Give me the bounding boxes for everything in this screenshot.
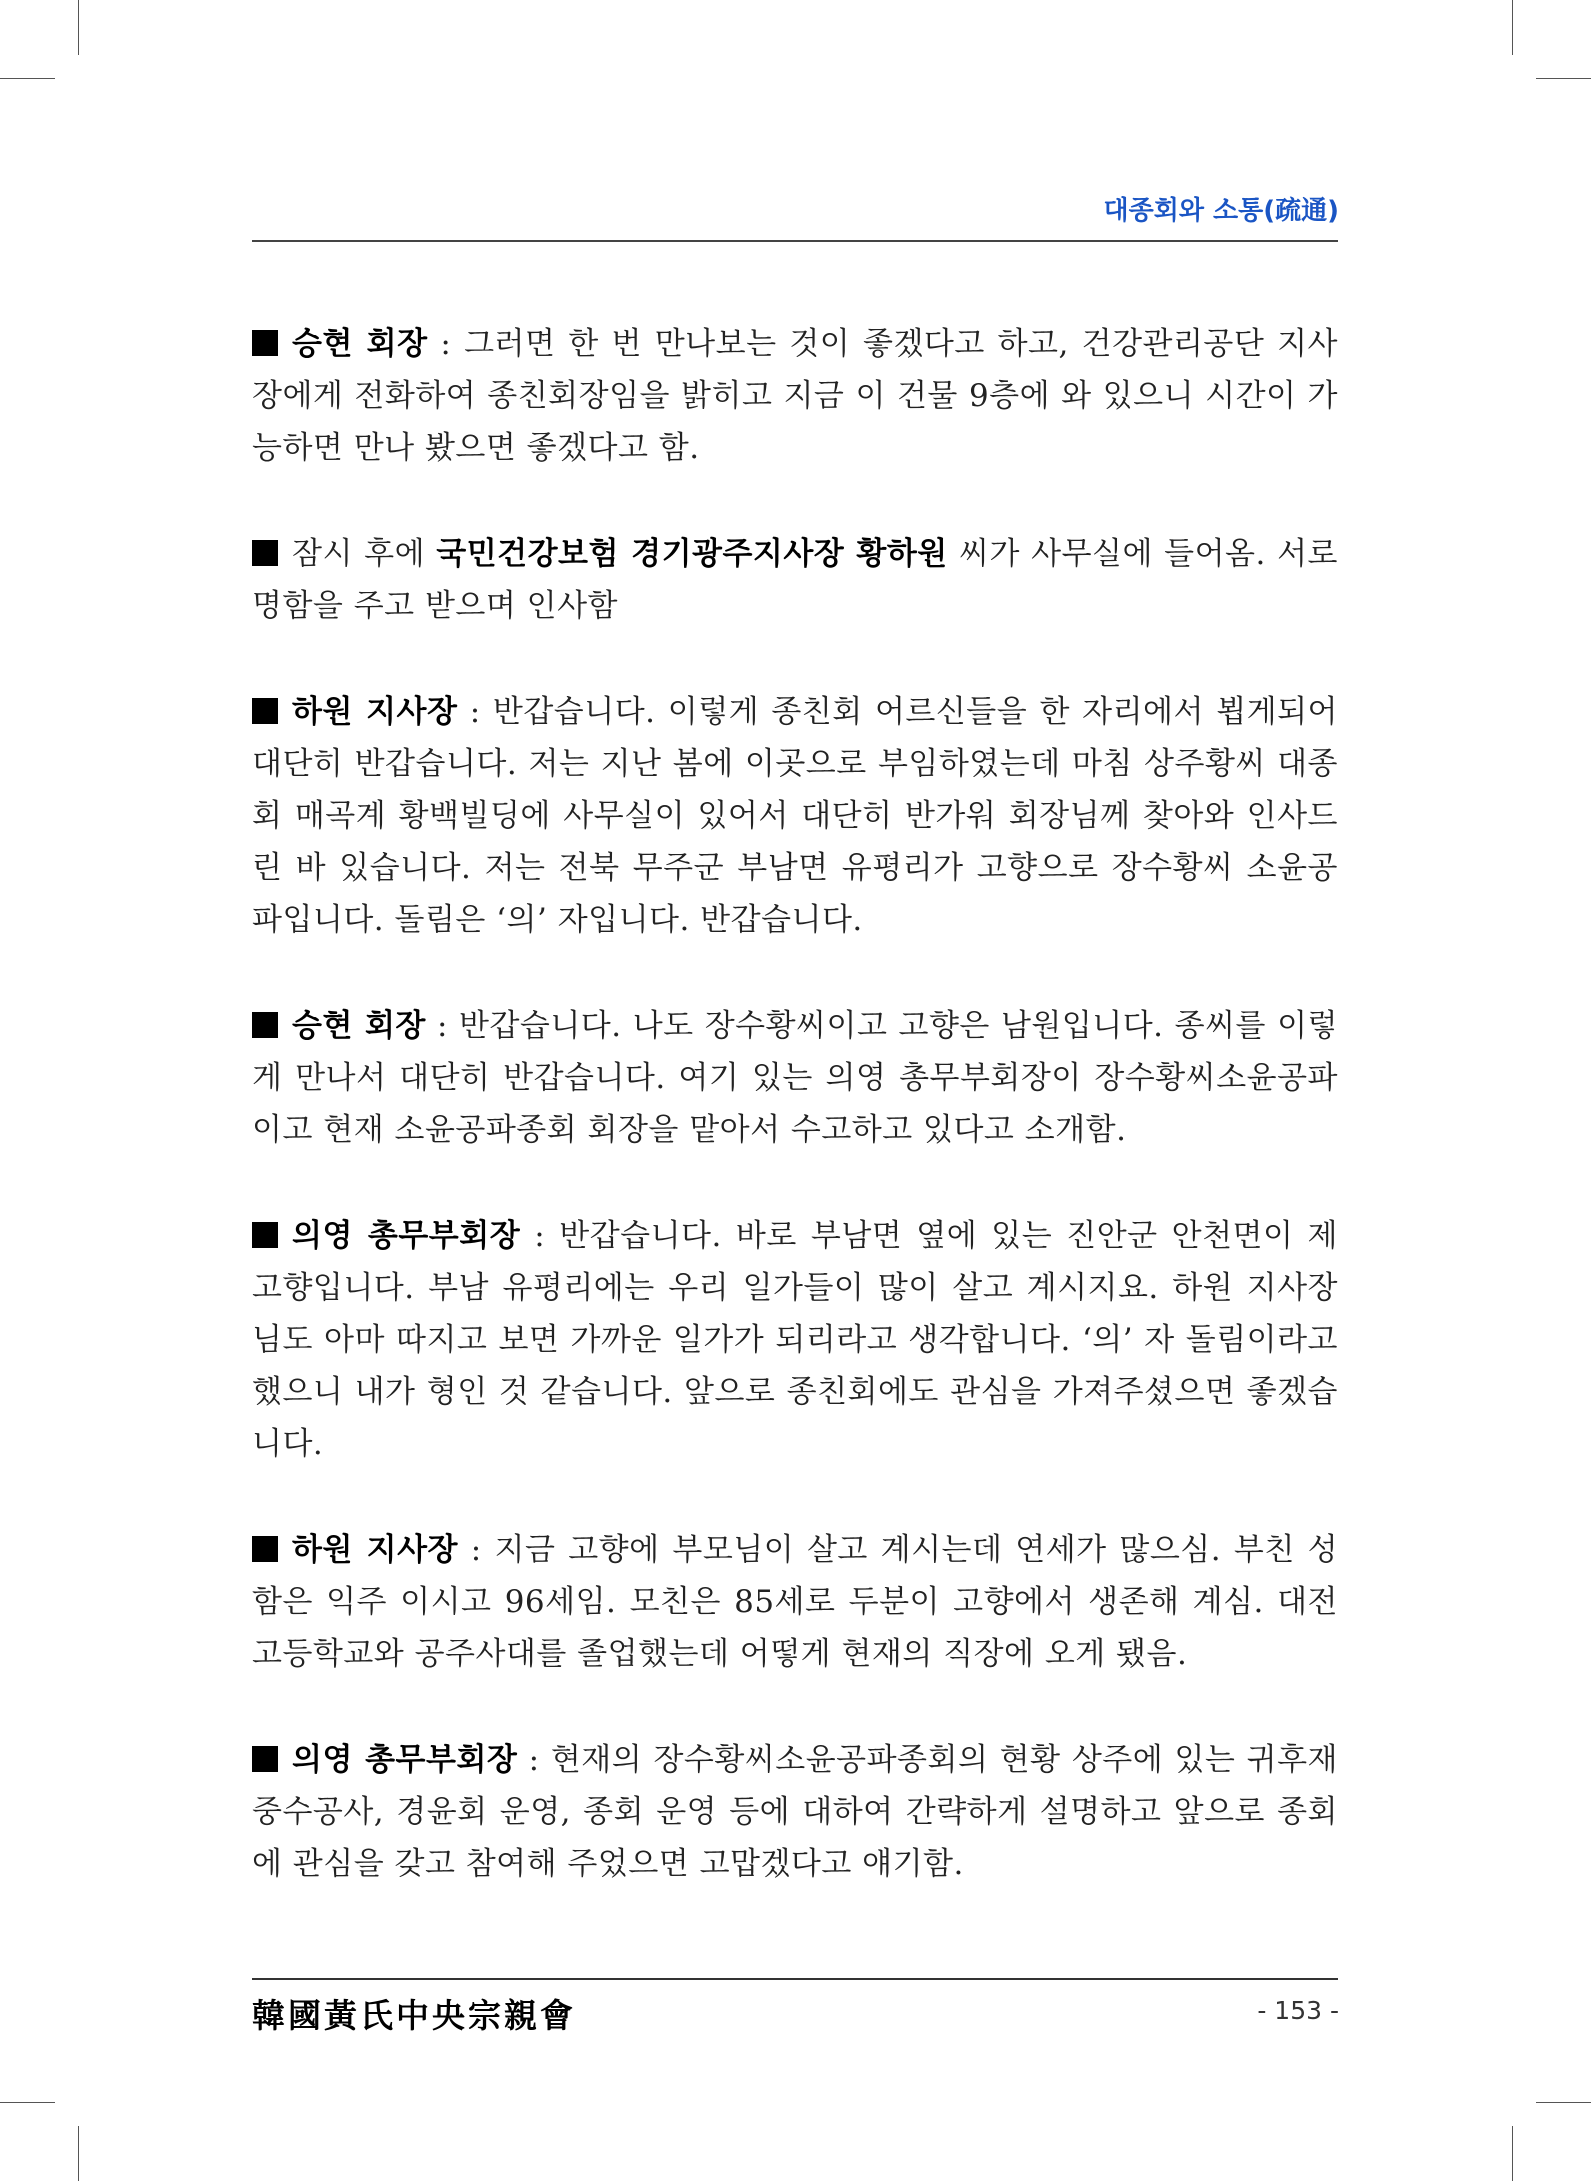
crop-mark	[1512, 0, 1513, 55]
paragraph-text: 반갑습니다. 나도 장수황씨이고 고향은 남원입니다. 종씨를 이렇게 만나서 대단히 반갑습니다. 여기 있는 의영 총무부회장이 장수황씨소윤공파이고 현재 소윤공파종회 회장을 맡아서 수고하고 있다고 소개함.	[252, 1008, 1338, 1148]
paragraph-text: 잠시 후에	[292, 536, 437, 572]
dialogue-paragraph	[252, 686, 1338, 946]
paragraph-text: 반갑습니다. 이렇게 종친회 어르신들을 한 자리에서 뵙게되어 대단히 반갑습니다. 저는 지난 봄에 이곳으로 부임하였는데 마침 상주황씨 대종회 매곡계 황백빌딩에 사무실이 있어서 대단히 반가워 회장님께 찾아와 인사드린 바 있습니다. 저는 전북 무주군 부남면 유평리가 고향으로 장수황씨 소윤공파입니다. 돌림은 ‘의’ 자입니다. 반갑습니다.	[252, 694, 1338, 938]
separator: :	[517, 1742, 551, 1778]
paragraph-text: 현재의 장수황씨소윤공파종회의 현황 상주에 있는 귀후재 중수공사, 경윤회 운영, 종회 운영 등에 대하여 간략하게 설명하고 앞으로 종회에 관심을 갖고 참여해 주었으면 고맙겠다고 얘기함.	[252, 1742, 1338, 1882]
narration-paragraph	[252, 528, 1338, 632]
crop-mark	[1536, 2102, 1591, 2103]
crop-mark	[1536, 78, 1591, 79]
separator: :	[457, 1532, 495, 1568]
paragraph-text: 반갑습니다. 바로 부남면 옆에 있는 진안군 안천면이 제 고향입니다. 부남 유평리에는 우리 일가들이 많이 살고 계시지요. 하원 지사장님도 아마 따지고 보면 가까운 일가가 되리라고 생각합니다. ‘의’ 자 돌림이라고 했으니 내가 형인 것 같습니다. 앞으로 종친회에도 관심을 가져주셨으면 좋겠습니다.	[252, 1218, 1338, 1462]
separator: :	[425, 1008, 460, 1044]
footer-rule	[252, 1978, 1338, 1980]
page-body	[252, 318, 1338, 1944]
separator: :	[520, 1218, 560, 1254]
dialogue-paragraph	[252, 1210, 1338, 1470]
emphasized-name: 국민건강보험 경기광주지사장 황하원	[436, 536, 948, 572]
square-bullet-icon	[252, 1746, 278, 1772]
crop-mark	[78, 2126, 79, 2181]
square-bullet-icon	[252, 540, 278, 566]
square-bullet-icon	[252, 1536, 278, 1562]
header-rule	[252, 240, 1338, 242]
crop-mark	[0, 2102, 55, 2103]
crop-mark	[1512, 2126, 1513, 2181]
dialogue-paragraph	[252, 1000, 1338, 1156]
dialogue-paragraph	[252, 1524, 1338, 1680]
footer-logo: 韓國黃氏中央宗親會	[252, 1996, 576, 2035]
separator: :	[427, 326, 465, 362]
dialogue-paragraph	[252, 1734, 1338, 1890]
crop-mark	[78, 0, 79, 55]
speaker-label: 승현 회장	[292, 1008, 426, 1044]
paragraph-text: 그러면 한 번 만나보는 것이 좋겠다고 하고, 건강관리공단 지사장에게 전화하여 종친회장임을 밝히고 지금 이 건물 9층에 와 있으니 시간이 가능하면 만나 봤으면 좋겠다고 함.	[252, 326, 1339, 466]
square-bullet-icon	[252, 1222, 278, 1248]
speaker-label: 승현 회장	[292, 326, 428, 362]
speaker-label: 의영 총무부회장	[292, 1742, 518, 1778]
crop-mark	[0, 78, 55, 79]
paragraph-text: 지금 고향에 부모님이 살고 계시는데 연세가 많으심. 부친 성함은 익주 이시고 96세임. 모친은 85세로 두분이 고향에서 생존해 계심. 대전고등학교와 공주사대를 졸업했는데 어떻게 현재의 직장에 오게 됐음.	[252, 1532, 1339, 1672]
running-header-title: 대종회와 소통(疏通)	[1103, 196, 1339, 226]
square-bullet-icon	[252, 698, 278, 724]
speaker-label: 하원 지사장	[292, 1532, 458, 1568]
speaker-label: 의영 총무부회장	[292, 1218, 521, 1254]
square-bullet-icon	[252, 1012, 278, 1038]
page-number: - 153 -	[1257, 1996, 1339, 2025]
speaker-label: 하원 지사장	[292, 694, 458, 730]
dialogue-paragraph	[252, 318, 1338, 474]
separator: :	[457, 694, 493, 730]
square-bullet-icon	[252, 330, 278, 356]
paragraph-text: 씨가 사무실에 들어옴. 서로 명함을 주고 받으며 인사함	[252, 536, 1338, 624]
